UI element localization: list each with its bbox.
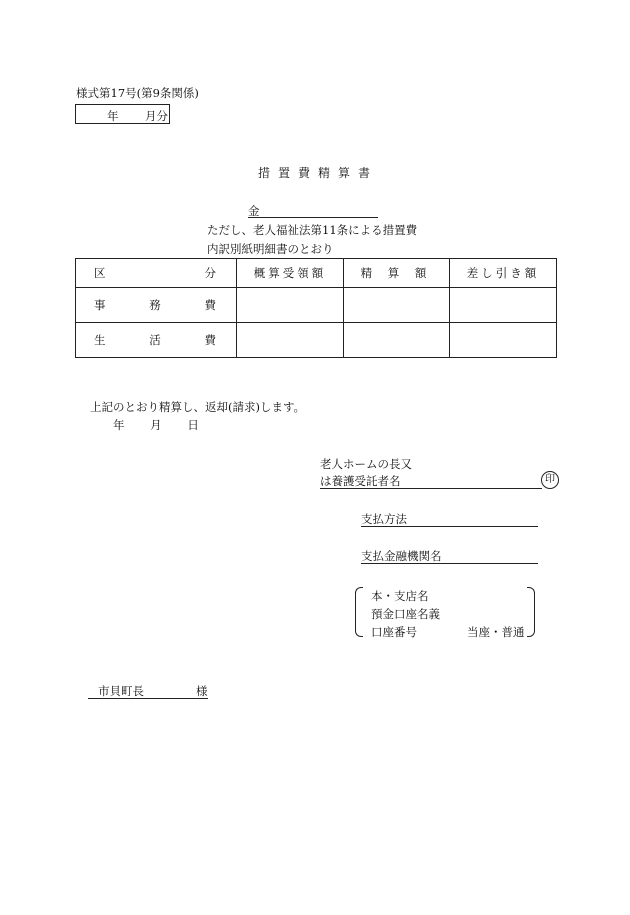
row-label-char: 活 bbox=[149, 333, 161, 347]
right-bracket bbox=[527, 587, 535, 637]
left-bracket bbox=[355, 587, 363, 637]
row-label-char: 務 bbox=[149, 298, 161, 312]
header-category-right: 分 bbox=[204, 266, 216, 280]
applicant-line-2 bbox=[320, 473, 542, 489]
payment-method-label: 支払方法 bbox=[361, 512, 407, 526]
date-line bbox=[113, 417, 221, 433]
table-row bbox=[76, 323, 557, 358]
form-number: 様式第17号(第9条関係) bbox=[76, 86, 199, 100]
statement-text: 上記のとおり精算し、返却(請求)します。 bbox=[90, 400, 306, 414]
row-label-char: 生 bbox=[94, 333, 106, 347]
period-month: 月分 bbox=[145, 109, 168, 123]
date-month: 月 bbox=[150, 418, 162, 432]
account-holder-label: 預金口座名義 bbox=[371, 607, 440, 621]
header-category bbox=[76, 259, 237, 288]
account-number-label: 口座番号 bbox=[371, 625, 417, 639]
cell-received-living[interactable] bbox=[237, 323, 344, 358]
note-line-1: ただし、老人福祉法第11条による措置費 bbox=[207, 223, 418, 237]
bank-name-label: 支払金融機関名 bbox=[361, 549, 442, 563]
row-label-char: 事 bbox=[94, 298, 106, 312]
seal-mark: 印 bbox=[541, 471, 559, 489]
applicant-line-2-label: は養護受託者名 bbox=[320, 474, 401, 488]
cell-settled-living[interactable] bbox=[344, 323, 450, 358]
row-label bbox=[76, 323, 237, 358]
cell-settled-office[interactable] bbox=[344, 288, 450, 323]
addressee-line bbox=[88, 683, 208, 699]
cell-difference-living[interactable] bbox=[450, 323, 557, 358]
applicant-line-1: 老人ホームの長又 bbox=[320, 457, 412, 471]
bank-name-field bbox=[361, 548, 538, 564]
cell-difference-office[interactable] bbox=[450, 288, 557, 323]
note-line-2: 内訳別紙明細書のとおり bbox=[207, 242, 334, 256]
addressee-name: 市貝町長 bbox=[98, 684, 144, 698]
date-year: 年 bbox=[113, 418, 125, 432]
amount-line bbox=[248, 203, 378, 218]
table-row bbox=[76, 288, 557, 323]
settlement-table bbox=[75, 258, 557, 358]
branch-label: 本・支店名 bbox=[371, 589, 429, 603]
row-label-char: 費 bbox=[204, 333, 216, 347]
period-box bbox=[75, 104, 170, 124]
header-difference: 差し引き額 bbox=[450, 259, 557, 288]
period-year: 年 bbox=[107, 109, 119, 123]
header-settled: 精 算 額 bbox=[344, 259, 450, 288]
payment-method-field bbox=[361, 511, 538, 527]
header-received: 概算受領額 bbox=[237, 259, 344, 288]
table-header-row bbox=[76, 259, 557, 288]
cell-received-office[interactable] bbox=[237, 288, 344, 323]
row-label bbox=[76, 288, 237, 323]
row-label-char: 費 bbox=[204, 298, 216, 312]
document-title: 措置費精算書 bbox=[257, 166, 378, 180]
header-category-left: 区 bbox=[94, 266, 106, 280]
amount-prefix: 金 bbox=[248, 204, 260, 218]
addressee-suffix: 様 bbox=[196, 684, 208, 698]
account-type-label: 当座・普通 bbox=[467, 625, 525, 639]
date-day: 日 bbox=[187, 418, 199, 432]
